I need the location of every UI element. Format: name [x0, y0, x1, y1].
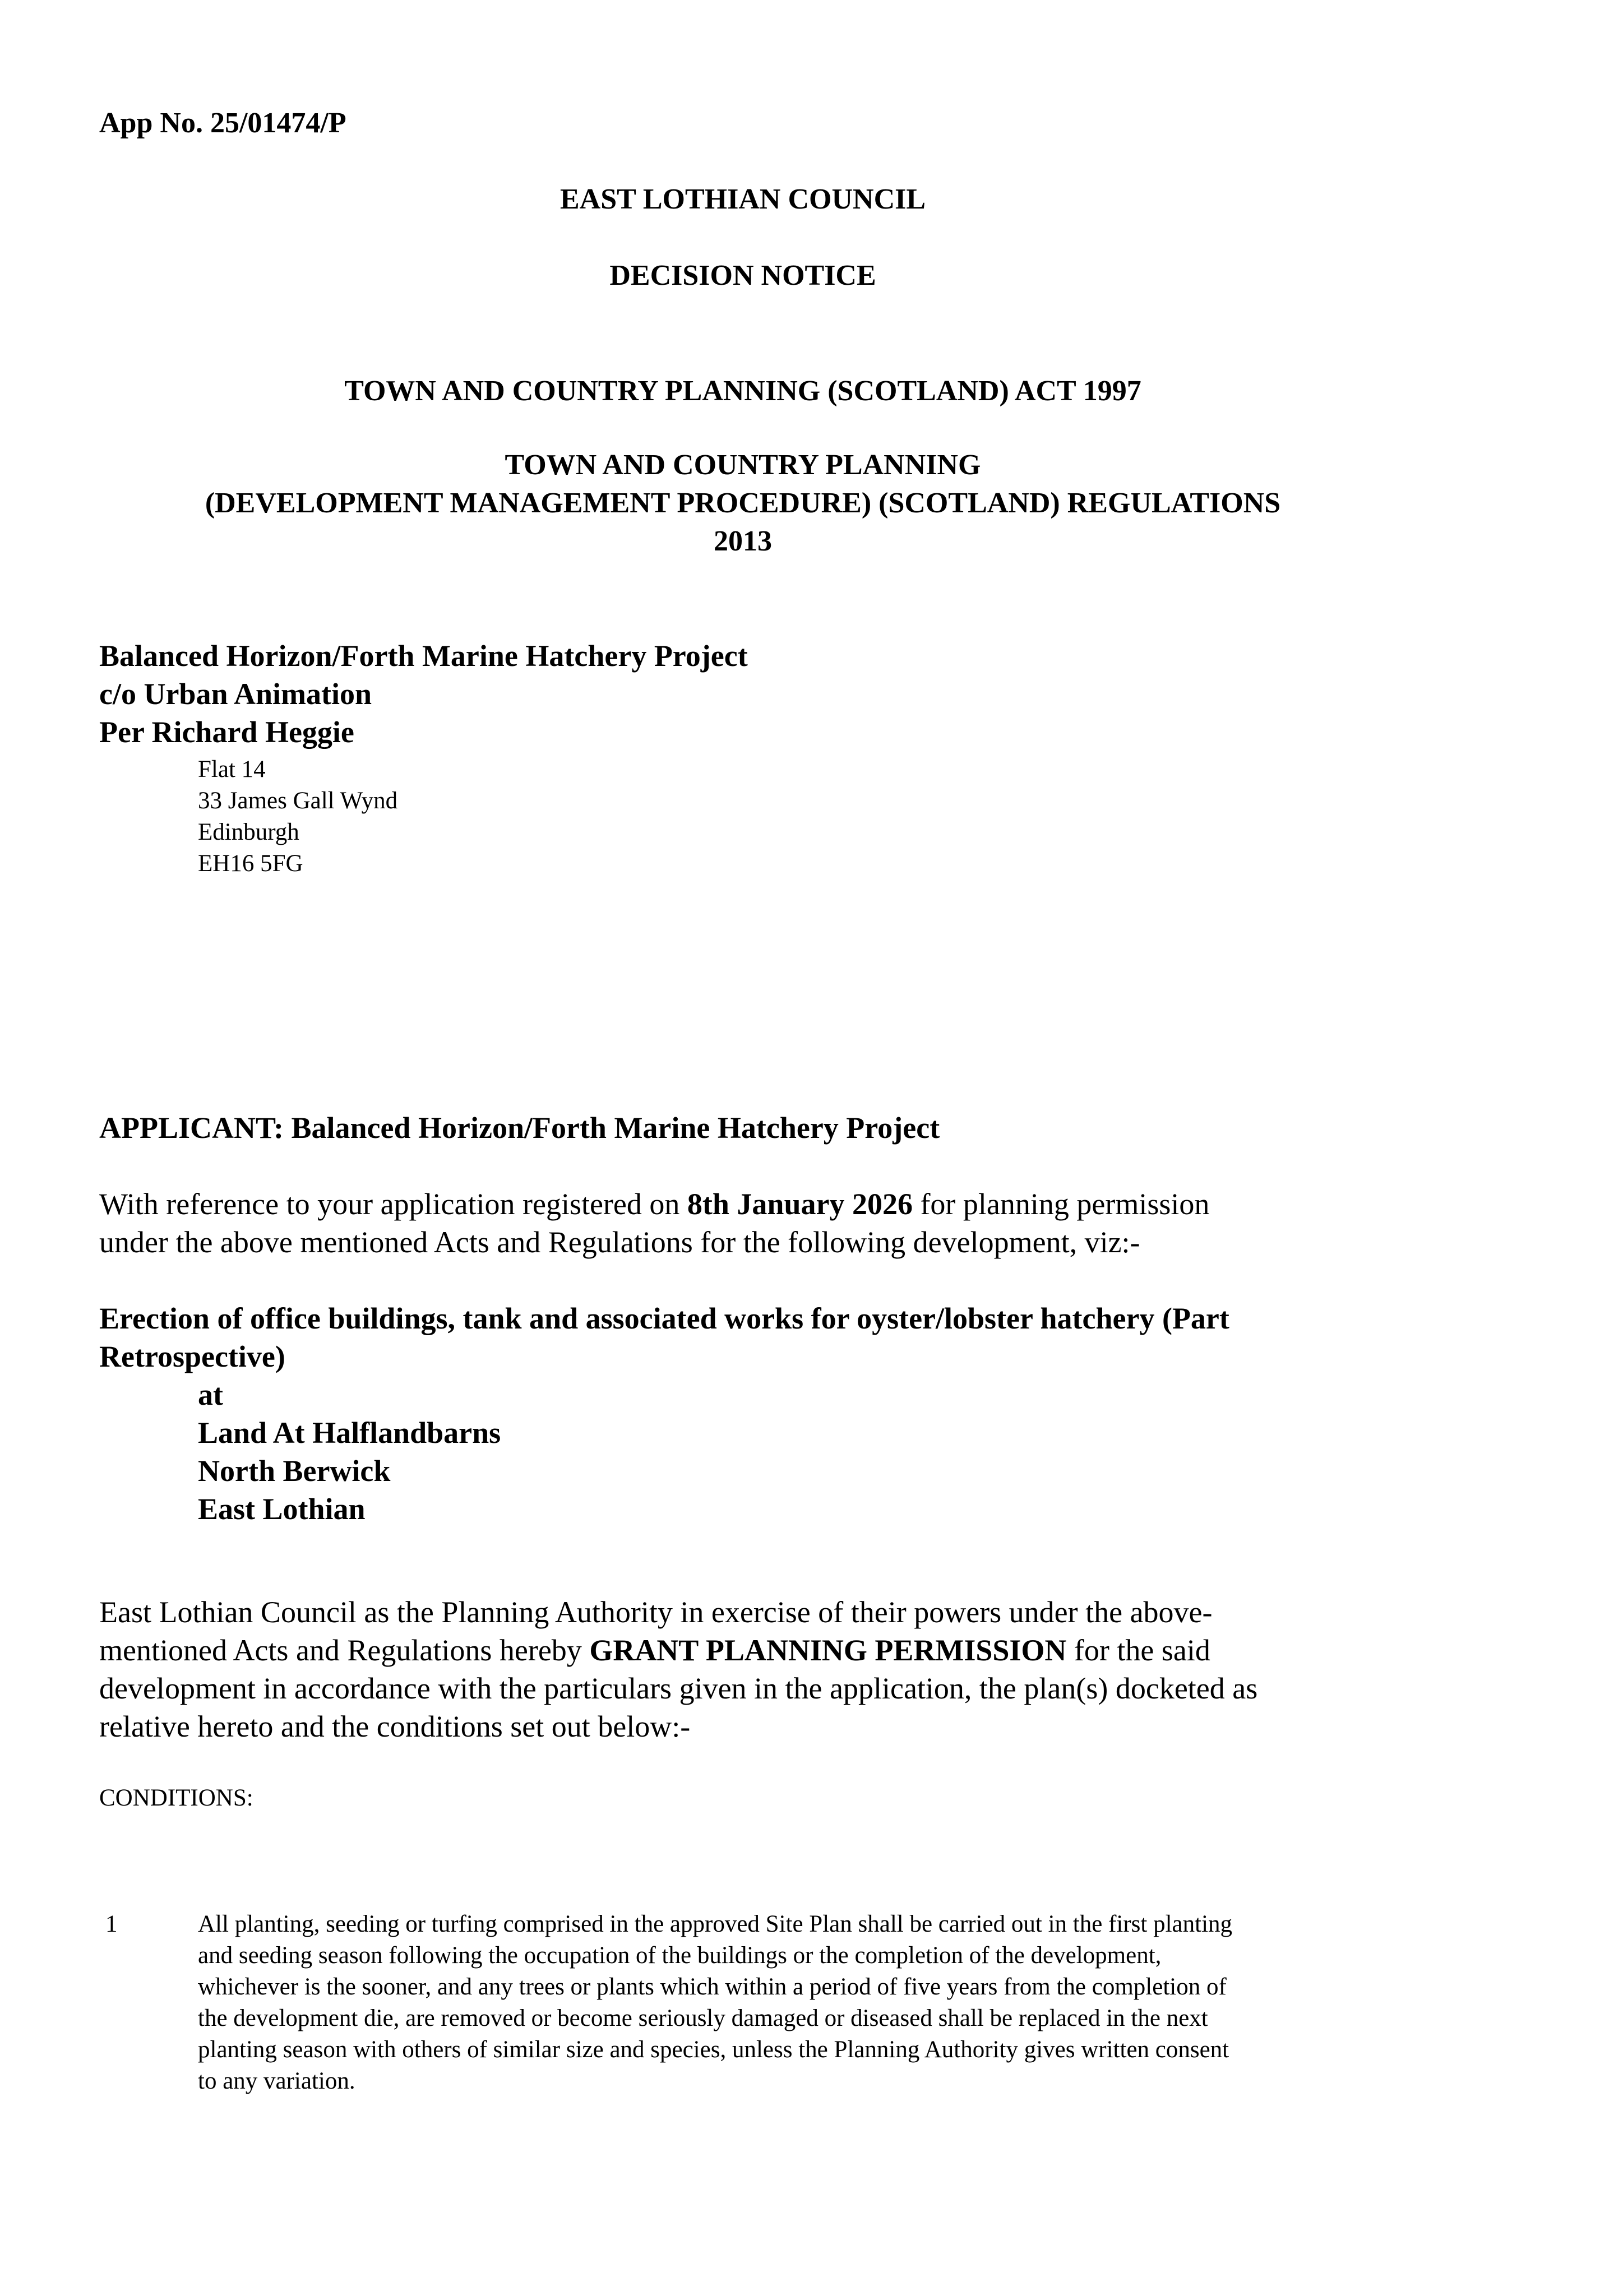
recipient-per: Per Richard Heggie	[99, 715, 354, 749]
reference-text: With reference to your application registered on	[99, 1187, 687, 1221]
recipient-care-of: c/o Urban Animation	[99, 677, 372, 711]
address-line: Flat 14	[198, 756, 266, 783]
address-postcode: EH16 5FG	[198, 850, 303, 877]
application-number: App No. 25/01474/P	[99, 107, 346, 139]
development-description: Erection of office buildings, tank and associated works for oyster/lobster hatchery (Part	[99, 1302, 1229, 1335]
decision-line-4: relative hereto and the conditions set out below:-	[99, 1710, 691, 1743]
condition-number: 1	[105, 1911, 118, 1937]
condition-text-line: All planting, seeding or turfing comprised in the approved Site Plan shall be carried out in the first planting	[198, 1911, 1233, 1937]
condition-text-line: whichever is the sooner, and any trees or plants which within a period of five years from the completion of	[198, 1974, 1227, 2000]
council-name: EAST LOTHIAN COUNCIL	[560, 183, 926, 215]
location-line: Land At Halflandbarns	[198, 1416, 501, 1450]
development-at: at	[198, 1378, 223, 1411]
regulations-title-line-2: (DEVELOPMENT MANAGEMENT PROCEDURE) (SCOTLAND) REGULATIONS	[205, 487, 1281, 519]
applicant-name: Balanced Horizon/Forth Marine Hatchery Project	[291, 1111, 940, 1145]
regulations-title-line-1: TOWN AND COUNTRY PLANNING	[505, 449, 981, 481]
reference-line-1	[99, 1185, 1209, 1223]
address-line: 33 James Gall Wynd	[198, 788, 398, 814]
registration-date: 8th January 2026	[687, 1187, 913, 1221]
development-description-cont: Retrospective)	[99, 1340, 285, 1373]
condition-text-line: the development die, are removed or become seriously damaged or diseased shall be replaced in the next	[198, 2005, 1208, 2031]
conditions-heading: CONDITIONS:	[99, 1785, 253, 1811]
location-line: North Berwick	[198, 1454, 391, 1488]
notice-title: DECISION NOTICE	[609, 260, 876, 291]
address-line: Edinburgh	[198, 819, 299, 845]
decision-text: mentioned Acts and Regulations hereby	[99, 1633, 590, 1667]
decision-grant: GRANT PLANNING PERMISSION	[589, 1633, 1067, 1667]
applicant-line	[99, 1109, 940, 1147]
decision-text: for the said	[1066, 1633, 1210, 1667]
decision-line-1: East Lothian Council as the Planning Authority in exercise of their powers under the above-	[99, 1595, 1213, 1629]
condition-text-line: planting season with others of similar size and species, unless the Planning Authority gives written consent	[198, 2036, 1229, 2063]
regulations-title-line-3: 2013	[714, 525, 772, 557]
condition-text-line: to any variation.	[198, 2068, 355, 2094]
recipient-name: Balanced Horizon/Forth Marine Hatchery Project	[99, 639, 748, 673]
condition-text-line: and seeding season following the occupation of the buildings or the completion of the development,	[198, 1942, 1162, 1969]
location-line: East Lothian	[198, 1492, 366, 1526]
reference-line-2: under the above mentioned Acts and Regulations for the following development, viz:-	[99, 1225, 1140, 1259]
reference-text: for planning permission	[912, 1187, 1210, 1221]
applicant-label: APPLICANT:	[99, 1111, 284, 1145]
decision-line-3: development in accordance with the particulars given in the application, the plan(s) docketed as	[99, 1672, 1258, 1705]
decision-line-2	[99, 1631, 1210, 1669]
act-title: TOWN AND COUNTRY PLANNING (SCOTLAND) ACT 1997	[344, 375, 1141, 407]
